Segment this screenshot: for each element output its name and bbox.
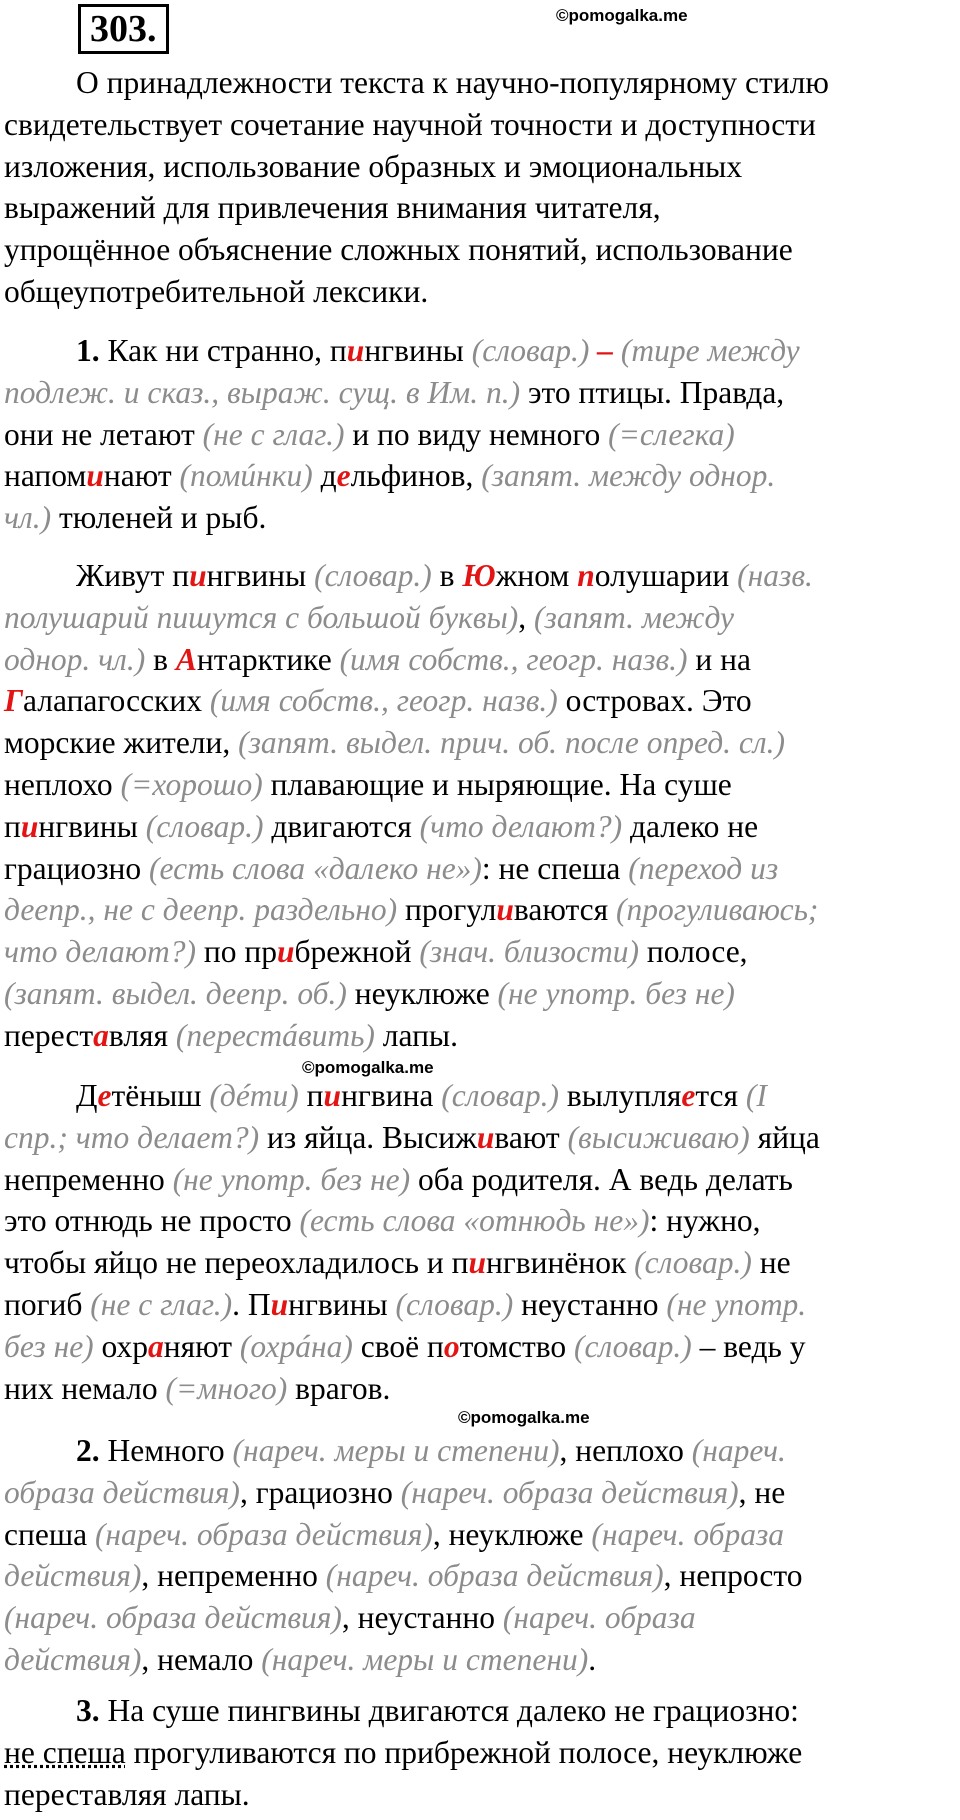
grammar-note: (словар.)	[395, 1286, 514, 1322]
text-run: тёныш	[111, 1078, 210, 1113]
text-run: . П	[232, 1286, 271, 1322]
grammar-note: (словар.)	[145, 808, 264, 844]
text-line	[4, 848, 956, 890]
text-run: прогуливаются по прибрежной полосе, неуклюже	[125, 1734, 803, 1770]
grammar-note: (не с глаг.)	[202, 416, 345, 452]
grammar-note: (=много)	[165, 1370, 288, 1406]
text-run: нгвина	[341, 1078, 442, 1113]
highlighted-letter: и	[346, 333, 365, 368]
grammar-note: (=хорошо)	[120, 766, 263, 802]
watermark-top: ©pomogalka.me	[556, 6, 688, 25]
text-line	[4, 414, 956, 456]
text-run: вляя	[108, 1017, 176, 1053]
text-run: охр	[93, 1328, 149, 1364]
text-line	[4, 1326, 956, 1368]
grammar-note: образа действия)	[4, 1474, 240, 1510]
text-run: это птицы. Правда,	[520, 374, 785, 410]
highlighted-letter: и	[86, 458, 104, 494]
grammar-note: (имя собств., геогр. назв.)	[209, 683, 558, 719]
text-run: , не	[738, 1474, 786, 1510]
text-run: грациозно	[4, 850, 150, 886]
text-run: морские жители,	[4, 725, 239, 761]
text-line	[4, 680, 956, 722]
highlighted-letter: а	[148, 1328, 164, 1364]
grammar-note: (нареч. образа действия)	[325, 1558, 664, 1594]
text-run: своё п	[352, 1328, 444, 1364]
text-run: брежной	[294, 934, 420, 970]
highlighted-letter: А	[175, 641, 197, 677]
text-run: Д	[76, 1078, 98, 1113]
text-run: , неплохо	[559, 1433, 692, 1468]
text-run: они не летают	[4, 416, 203, 452]
text-line	[4, 1732, 956, 1774]
grammar-note: (есть слова «далеко не»)	[149, 850, 482, 886]
grammar-note: действия)	[4, 1641, 142, 1677]
item-number: 3.	[76, 1693, 108, 1728]
text-run: погиб	[4, 1286, 91, 1322]
grammar-note: (имя собств., геогр. назв.)	[339, 641, 688, 677]
text-run: олушарии	[594, 558, 738, 593]
grammar-note: (словар.)	[574, 1328, 692, 1364]
text-run: лапы.	[374, 1017, 458, 1053]
text-run: вылупля	[558, 1078, 682, 1113]
text-line	[4, 1514, 956, 1556]
grammar-note: (не употр. без не)	[497, 975, 735, 1011]
grammar-note: (запят. выдел. прич. об. после опред. сл.)	[238, 725, 785, 761]
highlighted-letter: и	[468, 1245, 487, 1281]
grammar-note: (нареч.	[691, 1433, 786, 1468]
text-line	[4, 1075, 956, 1117]
text-run: и на	[687, 641, 751, 677]
grammar-note: действия)	[4, 1558, 142, 1594]
text-run: напом	[4, 458, 87, 494]
grammar-note: деепр., не с деепр. раздельно)	[4, 892, 398, 928]
grammar-note: (переход из	[628, 850, 779, 886]
highlighted-letter: о	[443, 1328, 460, 1364]
text-run: нают	[103, 458, 180, 494]
text-run: далеко не	[622, 808, 759, 844]
text-run: неплохо	[4, 766, 121, 802]
text-run: них немало	[4, 1370, 166, 1406]
highlighted-letter: и	[323, 1078, 342, 1113]
grammar-note: (тире между	[613, 333, 800, 368]
text-run: нгвины	[38, 808, 146, 844]
grammar-note: что делают?)	[4, 934, 196, 970]
text-line	[4, 1159, 956, 1201]
item-number: 2.	[76, 1433, 108, 1468]
grammar-note: без не)	[4, 1328, 94, 1364]
task2-paragraph	[4, 1430, 956, 1681]
text-run: и по виду немного	[344, 416, 609, 452]
text-line	[4, 889, 956, 931]
grammar-note: (нареч. образа	[502, 1600, 696, 1636]
grammar-note: (=слегка)	[608, 416, 735, 452]
grammar-note: чл.)	[4, 500, 52, 536]
text-run: томство	[459, 1328, 575, 1364]
highlighted-letter: и	[189, 558, 207, 593]
highlighted-letter: –	[589, 333, 614, 368]
intro-line: общеупотребительной лексики.	[4, 273, 429, 309]
text-run: из яйца. Высиж	[259, 1119, 477, 1155]
text-run: д	[312, 458, 337, 494]
text-line	[4, 931, 956, 973]
text-line	[4, 1430, 956, 1472]
text-run: яйца	[749, 1119, 820, 1155]
highlighted-letter: Ю	[462, 558, 496, 593]
highlighted-letter: е	[97, 1078, 112, 1113]
grammar-note: (что делают?)	[419, 808, 623, 844]
text-run: : нужно,	[649, 1203, 761, 1239]
text-line	[4, 372, 956, 414]
highlighted-letter: и	[270, 1286, 289, 1322]
text-run: Как ни странно, п	[107, 333, 347, 368]
text-run: неустанно	[513, 1286, 667, 1322]
grammar-note: (помúнки)	[179, 458, 313, 494]
text-run: , неустанно	[341, 1600, 503, 1636]
text-run: льфинов,	[350, 458, 482, 494]
item-number: 1.	[76, 333, 108, 368]
grammar-note: (запят. выдел. деепр. об.)	[4, 975, 347, 1011]
grammar-note: однор. чл.)	[4, 641, 146, 677]
grammar-note: подлеж. и сказ., выраж. сущ. в Им. п.)	[4, 374, 521, 410]
task1-paragraph	[4, 330, 956, 539]
intro-line: свидетельствует сочетание научной точности и доступности	[4, 106, 816, 142]
text-line	[4, 1639, 956, 1681]
text-run: Немного	[107, 1433, 233, 1468]
text-run: нгвины	[288, 1286, 396, 1322]
grammar-note: (высиживаю)	[567, 1119, 750, 1155]
text-run: непременно	[4, 1161, 173, 1197]
text-run: оба родителя. А ведь делать	[410, 1161, 793, 1197]
text-run: , непросто	[663, 1558, 803, 1594]
text-run: тюленей и рыб.	[51, 500, 267, 536]
grammar-note: (запят. между однор.	[481, 458, 776, 494]
text-line	[4, 1117, 956, 1159]
grammar-note: (есть слова «отнюдь не»)	[299, 1203, 650, 1239]
text-line	[4, 764, 956, 806]
text-run: нгвинёнок	[486, 1245, 635, 1281]
text-line	[4, 1284, 956, 1326]
grammar-note: (не употр.	[666, 1286, 807, 1322]
text-run: островах. Это	[557, 683, 752, 719]
grammar-note: (не употр. без не)	[172, 1161, 411, 1197]
text-line	[4, 497, 956, 539]
text-run: в	[431, 558, 463, 593]
text-line	[4, 455, 956, 497]
text-run: спеша	[4, 1516, 95, 1552]
text-run: .	[588, 1641, 597, 1677]
text-run: алапагосских	[23, 683, 210, 719]
text-run: не	[751, 1245, 791, 1281]
text-line	[4, 1200, 956, 1242]
watermark-lower: ©pomogalka.me	[458, 1408, 590, 1427]
grammar-note: (дéти)	[209, 1078, 299, 1113]
underlined-phrase: не спеша	[4, 1734, 126, 1770]
text-line	[4, 555, 956, 597]
exercise-number: 303.	[78, 4, 169, 54]
grammar-note: (нареч. образа действия)	[94, 1516, 433, 1552]
text-run: , грациозно	[239, 1474, 401, 1510]
text-run: нтарктике	[196, 641, 340, 677]
highlighted-letter: и	[496, 892, 514, 928]
highlighted-letter: и	[276, 934, 295, 970]
text-line	[4, 1015, 956, 1057]
text-run: плавающие и ныряющие. На суше	[262, 766, 732, 802]
grammar-note: спр.; что делает?)	[4, 1119, 260, 1155]
text-run: перест	[4, 1017, 94, 1053]
text-run: п	[4, 808, 21, 844]
text-run: : не спеша	[481, 850, 629, 886]
grammar-note: (перестáвить)	[175, 1017, 375, 1053]
grammar-note: полушарий пишутся с большой буквы)	[4, 599, 519, 635]
highlighted-letter: и	[476, 1119, 495, 1155]
text-run: , немало	[141, 1641, 262, 1677]
text-run: полосе,	[639, 934, 748, 970]
highlighted-letter: и	[20, 808, 39, 844]
intro-line: упрощённое объяснение сложных понятий, использование	[4, 232, 793, 268]
text-run: неуклюже	[346, 975, 498, 1011]
text-line	[4, 1472, 956, 1514]
text-line	[4, 597, 956, 639]
grammar-note: (назв.	[737, 558, 813, 593]
task3-paragraph	[4, 1690, 956, 1815]
highlighted-letter: п	[577, 558, 595, 593]
grammar-note: (знач. близости)	[419, 934, 640, 970]
text-run: ваются	[513, 892, 616, 928]
text-run: в	[145, 641, 176, 677]
grammar-note: (охрáна)	[239, 1328, 353, 1364]
intro-line: изложения, использование образных и эмоциональных	[4, 148, 743, 184]
grammar-note: (запят. между	[534, 599, 734, 635]
text-run: вают	[494, 1119, 568, 1155]
grammar-note: (нареч. образа	[591, 1516, 785, 1552]
text-run: это отнюдь не просто	[4, 1203, 300, 1239]
text-run: врагов.	[287, 1370, 391, 1406]
grammar-note: (нареч. меры и степени)	[261, 1641, 589, 1677]
text-run: Живут п	[76, 558, 190, 593]
text-run: жном	[495, 558, 578, 593]
grammar-note: (нареч. образа действия)	[4, 1600, 342, 1636]
text-line	[4, 1555, 956, 1597]
text-run: нгвины	[364, 333, 472, 368]
grammar-note: (не с глаг.)	[90, 1286, 233, 1322]
grammar-note: (нареч. меры и степени)	[232, 1433, 560, 1468]
text-line	[4, 1690, 956, 1732]
text-line	[4, 973, 956, 1015]
task1-paragraph-3	[4, 1075, 956, 1409]
text-run: прогул	[397, 892, 497, 928]
text-run: , непременно	[141, 1558, 326, 1594]
text-line	[4, 806, 956, 848]
text-line	[4, 1242, 956, 1284]
text-run: п	[298, 1078, 324, 1113]
text-run: нгвины	[206, 558, 315, 593]
text-run: переставляя лапы.	[4, 1776, 250, 1812]
text-run: по пр	[195, 934, 277, 970]
grammar-note: (словар.)	[471, 333, 590, 368]
intro-line: О принадлежности текста к научно-популярному стилю	[76, 65, 829, 100]
text-run: , неуклюже	[432, 1516, 592, 1552]
grammar-note: (словар.)	[314, 558, 432, 593]
highlighted-letter: е	[336, 458, 351, 494]
grammar-note: (словар.)	[634, 1245, 752, 1281]
text-run: няют	[163, 1328, 240, 1364]
text-run: двигаются	[263, 808, 420, 844]
text-run: тся	[695, 1078, 746, 1113]
text-run: – ведь у	[691, 1328, 806, 1364]
grammar-note: (нареч. образа действия)	[400, 1474, 739, 1510]
grammar-note: (прогуливаюсь;	[615, 892, 819, 928]
text-line	[4, 639, 956, 681]
grammar-note: (словар.)	[441, 1078, 559, 1113]
text-line	[4, 1368, 956, 1410]
intro-paragraph	[4, 62, 956, 313]
text-line	[4, 330, 956, 372]
text-run: чтобы яйцо не переохладилось и п	[4, 1245, 469, 1281]
text-line	[4, 1597, 956, 1639]
highlighted-letter: е	[681, 1078, 696, 1113]
text-line	[4, 1774, 956, 1816]
watermark-middle: ©pomogalka.me	[302, 1058, 434, 1077]
highlighted-letter: Г	[4, 683, 24, 719]
text-run: ,	[518, 599, 535, 635]
text-line	[4, 722, 956, 764]
task1-paragraph-2	[4, 555, 956, 1057]
highlighted-letter: а	[93, 1017, 109, 1053]
grammar-note: (I	[745, 1078, 767, 1113]
text-run: На суше пингвины двигаются далеко не грациозно:	[107, 1693, 799, 1728]
intro-line: выражений для привлечения внимания читателя,	[4, 190, 661, 226]
